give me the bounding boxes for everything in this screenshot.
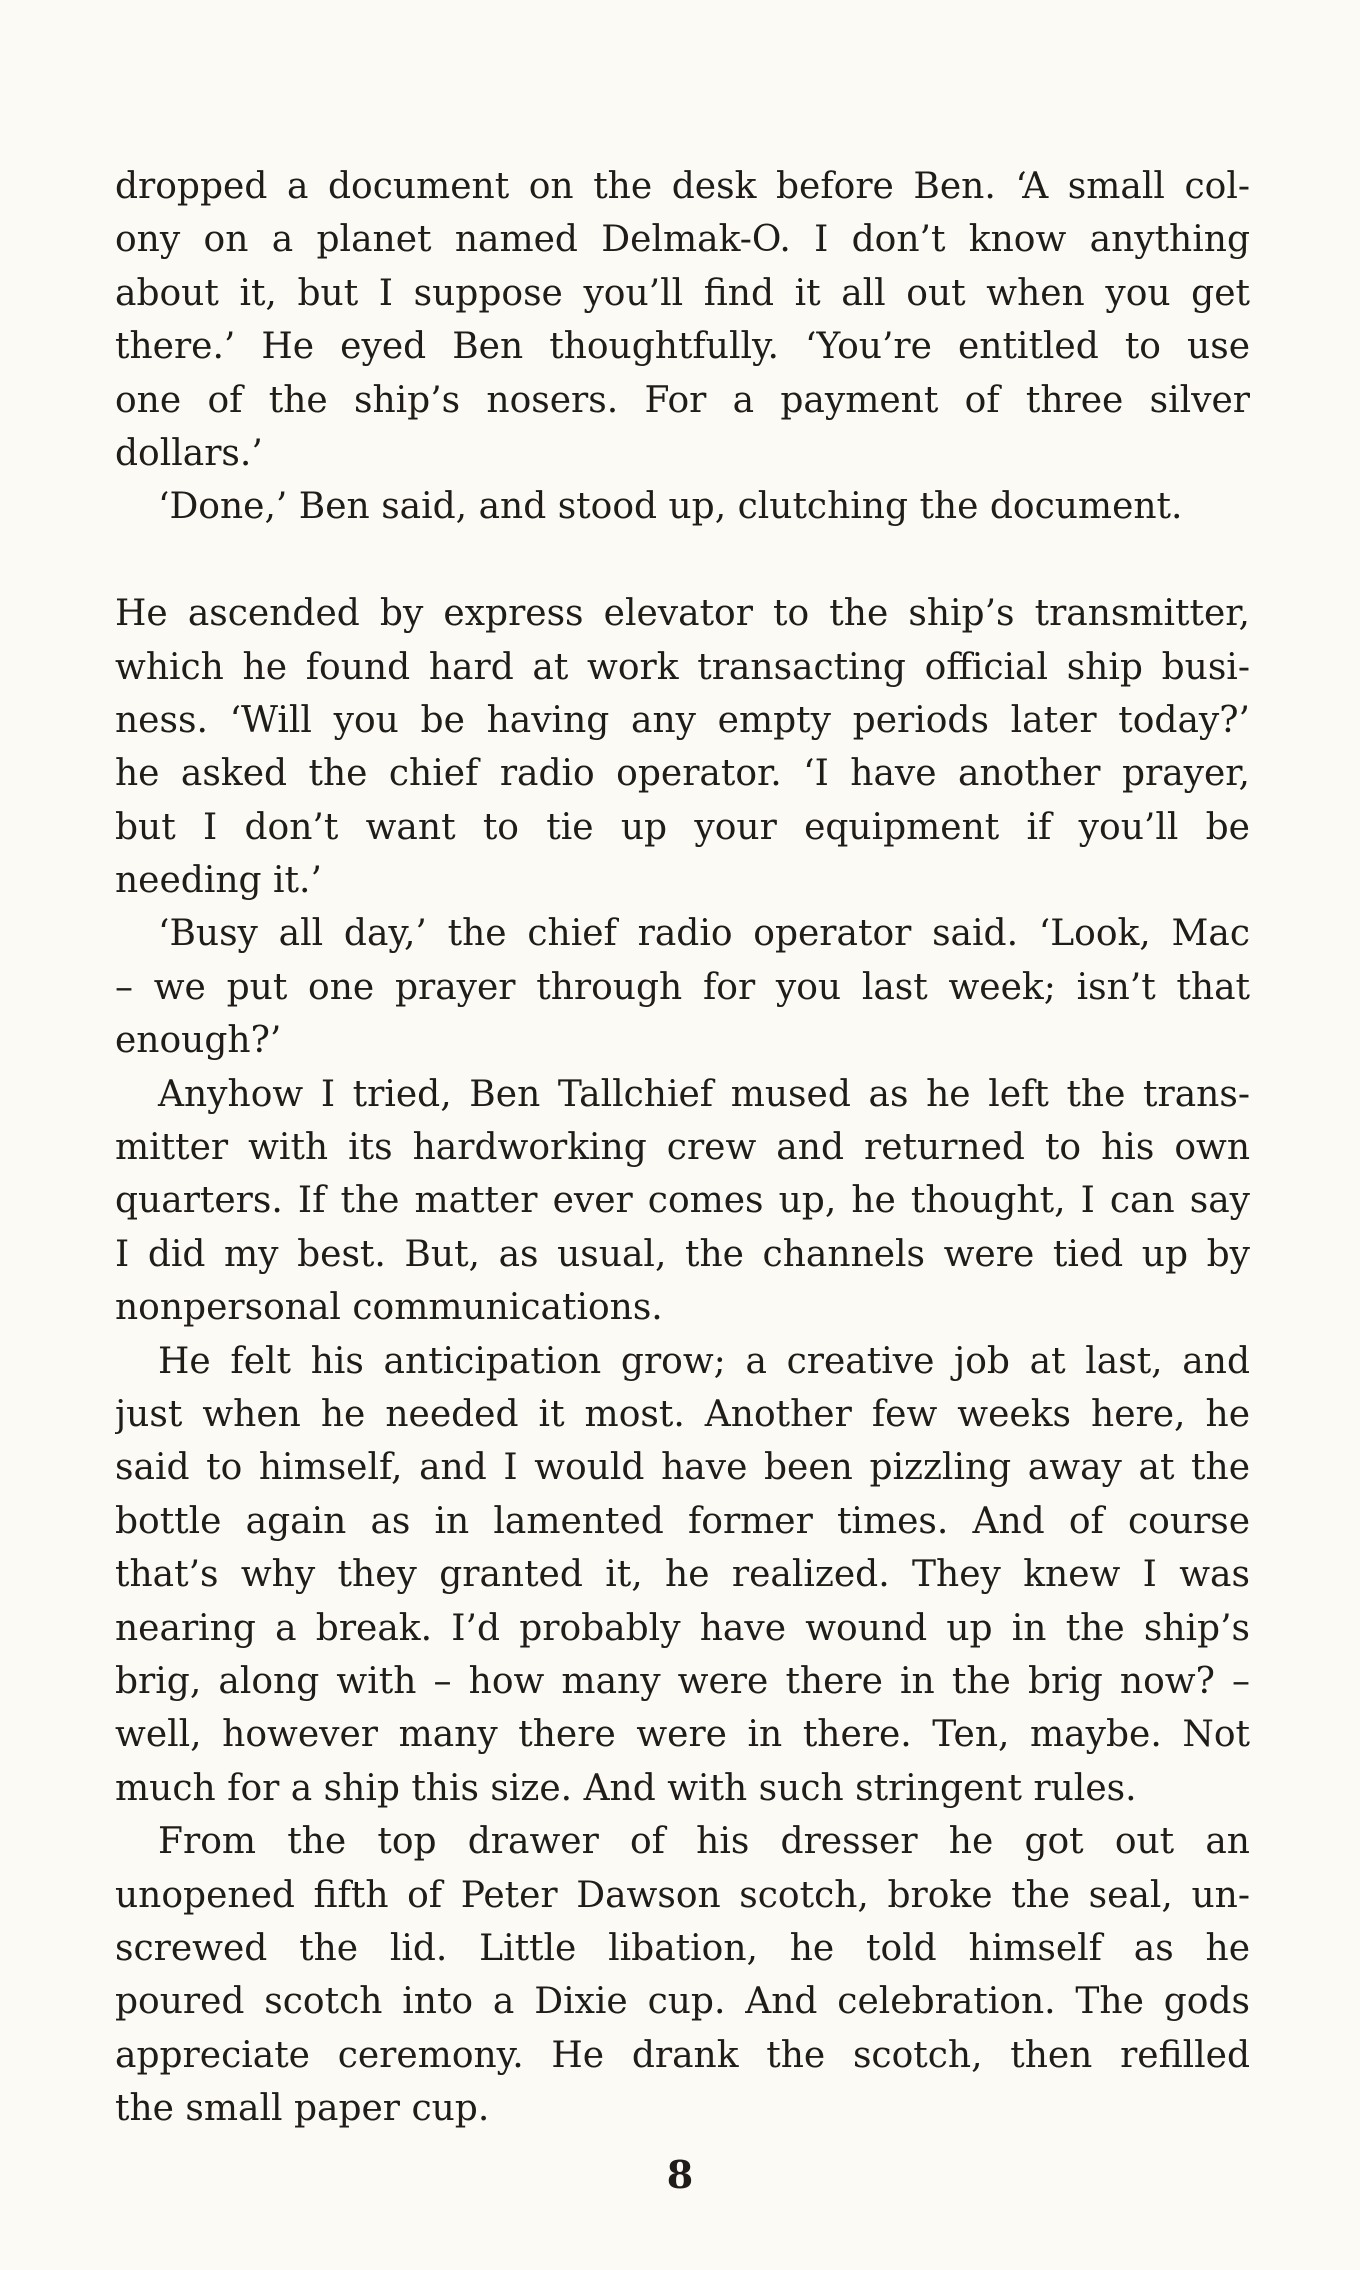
text-line: dropped a document on the desk before Ben. ‘A small col- (115, 166, 1250, 207)
paragraph (115, 1068, 1250, 1335)
page-number: 8 (666, 2152, 694, 2197)
paragraph (115, 1335, 1250, 1816)
text-line: ness. ‘Will you be having any empty periods later today?’ (115, 699, 1250, 741)
text-line: about it, but I suppose you’ll find it all out when you get (115, 272, 1250, 314)
text-line: unopened fifth of Peter Dawson scotch, broke the seal, un- (115, 1874, 1250, 1916)
text-line: He ascended by express elevator to the ship’s transmitter, (115, 593, 1250, 635)
text-line: quarters. If the matter ever comes up, he thought, I can say (115, 1180, 1250, 1222)
text-line: ‘Busy all day,’ the chief radio operator said. ‘Look, Mac (158, 913, 1250, 955)
text-line: he asked the chief radio operator. ‘I have another prayer, (115, 753, 1250, 795)
text-line: I did my best. But, as usual, the channels were tied up by (115, 1233, 1250, 1275)
text-line: ‘Done,’ Ben said, and stood up, clutching the document. (158, 486, 1183, 528)
paragraph (115, 587, 1250, 907)
text-line: brig, along with – how many were there in the brig now? – (115, 1660, 1250, 1702)
paragraph (115, 1815, 1250, 2135)
paragraph (115, 907, 1250, 1067)
paragraph (115, 480, 1250, 533)
text-line: nearing a break. I’d probably have wound up in the ship’s (115, 1607, 1250, 1649)
text-line: poured scotch into a Dixie cup. And celebration. The gods (115, 1981, 1250, 2023)
section-break (115, 534, 1250, 587)
text-line: – we put one prayer through for you last week; isn’t that (115, 966, 1250, 1008)
text-line: Anyhow I tried, Ben Tallchief mused as he left the trans- (158, 1073, 1250, 1115)
text-line: needing it.’ (115, 860, 322, 902)
text-line: just when he needed it most. Another few weeks here, he (115, 1393, 1250, 1435)
text-line: nonpersonal communications. (115, 1287, 663, 1329)
text-line: He felt his anticipation grow; a creative job at last, and (158, 1340, 1250, 1382)
text-line: but I don’t want to tie up your equipment if you’ll be (115, 806, 1250, 848)
text-line: which he found hard at work transacting official ship busi- (115, 646, 1250, 688)
text-line: there.’ He eyed Ben thoughtfully. ‘You’re entitled to use (115, 326, 1250, 368)
text-line: said to himself, and I would have been pizzling away at the (115, 1447, 1250, 1489)
text-line: appreciate ceremony. He drank the scotch, then refilled (115, 2034, 1250, 2076)
text-block (115, 160, 1250, 2135)
text-line: that’s why they granted it, he realized. They knew I was (115, 1554, 1250, 1596)
text-line: dollars.’ (115, 432, 263, 474)
text-line: bottle again as in lamented former times. And of course (115, 1500, 1250, 1542)
paragraph (115, 160, 1250, 480)
text-line: one of the ship’s nosers. For a payment of three silver (115, 379, 1250, 421)
text-line: screwed the lid. Little libation, he told himself as he (115, 1927, 1250, 1969)
text-line: From the top drawer of his dresser he got out an (158, 1821, 1250, 1863)
text-line: the small paper cup. (115, 2088, 490, 2130)
text-line: mitter with its hardworking crew and returned to his own (115, 1127, 1250, 1169)
text-line: ony on a planet named Delmak-O. I don’t know anything (115, 219, 1250, 261)
text-line: enough?’ (115, 1020, 282, 1062)
text-line: well, however many there were in there. Ten, maybe. Not (115, 1714, 1250, 1756)
text-line: much for a ship this size. And with such stringent rules. (115, 1767, 1137, 1809)
